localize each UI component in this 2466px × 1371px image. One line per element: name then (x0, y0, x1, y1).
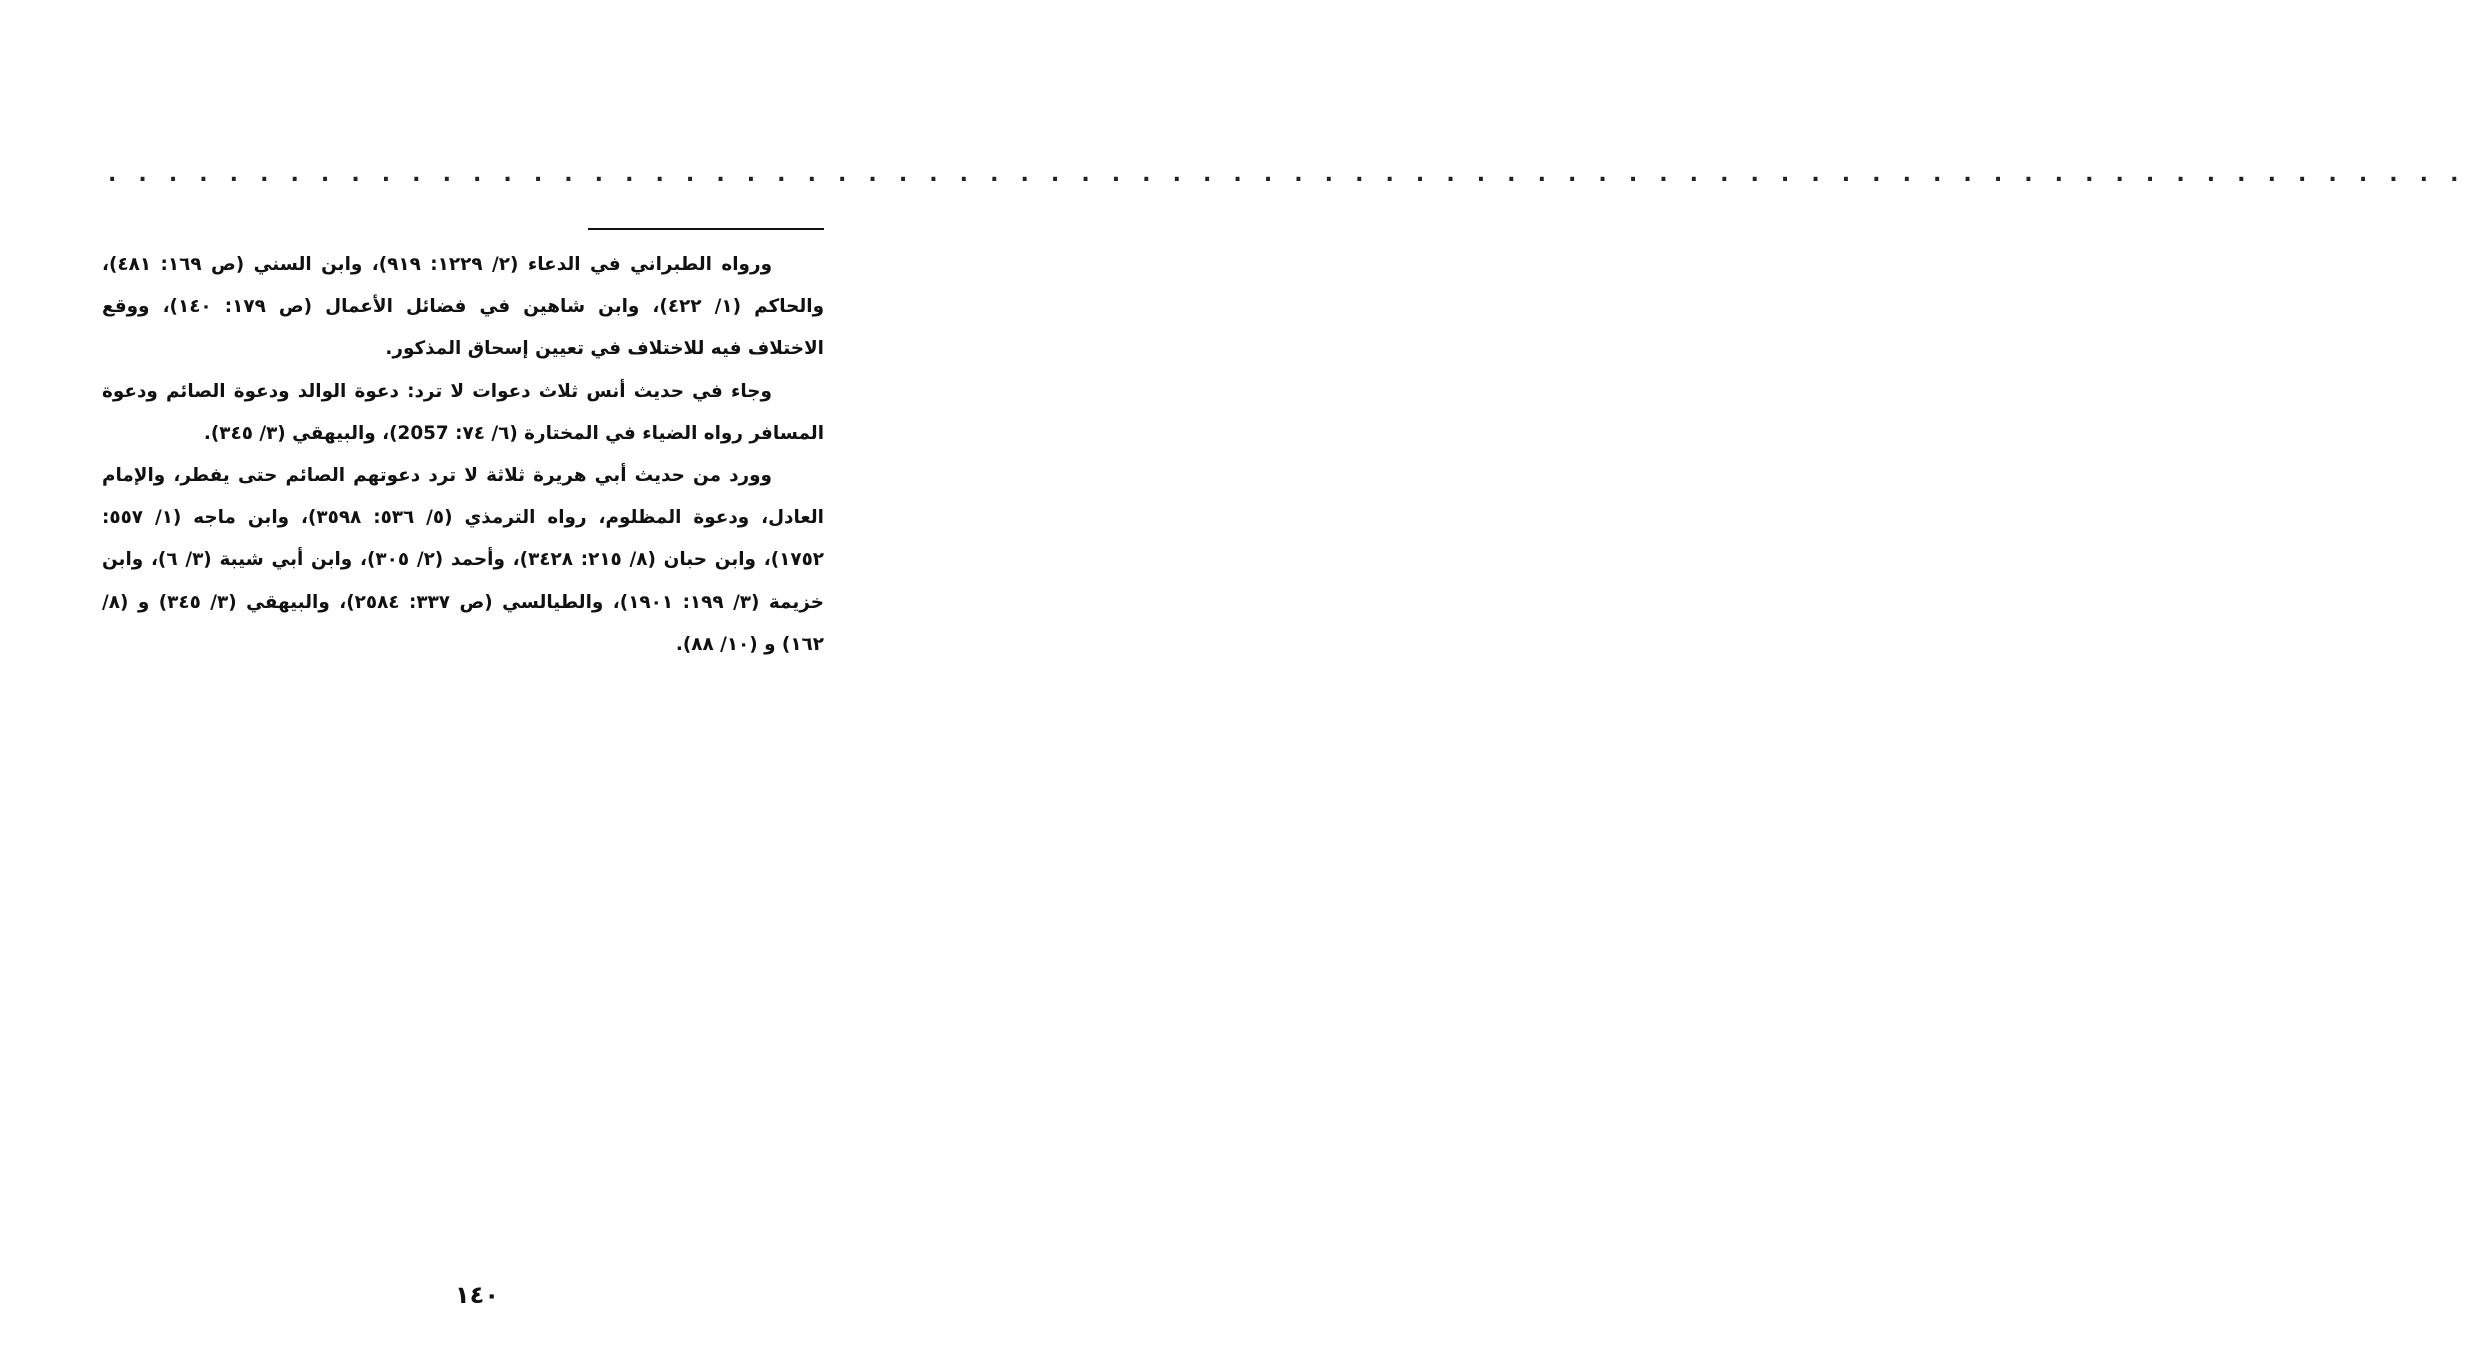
dotted-separator: . . . . . . . . . . . . . . . . . . . . . . . . . . . . . . . . . . . . . . . . . . . . . . . . . . . . . . . . . . . . . . . . . . . . . . . . . . . . . . (108, 162, 2466, 187)
footnote-rule (588, 228, 824, 230)
footnote-paragraph: وورد من حديث أبي هريرة ثلاثة لا ترد دعوتهم الصائم حتى يفطر، والإمام العادل، ودعوة المظلوم، رواه الترمذي (٥/ ٥٣٦: ٣٥٩٨)، وابن ماجه (١/ ٥٥٧: ١٧٥٢)، وابن حبان (٨/ ٢١٥: ٣٤٢٨)، وأحمد (٢/ ٣٠٥)، وابن أبي شيبة (٣/ ٦)، وابن خزيمة (٣/ ١٩٩: ١٩٠١)، والطيالسي (ص ٣٣٧: ٢٥٨٤)، والبيهقي (٣/ ٣٤٥) و (٨/ ١٦٢) و (١٠/ ٨٨). (102, 465, 825, 655)
footnote-paragraph: وجاء في حديث أنس ثلاث دعوات لا ترد: دعوة الوالد ودعوة الصائم ودعوة المسافر رواه الضياء في المختارة (٦/ ٧٤: 2057)، والبيهقي (٣/ ٣٤٥). (102, 380, 824, 444)
page-number: ١٤٠ (455, 1281, 499, 1309)
footnotes-section (102, 244, 824, 666)
footnote-paragraph: ورواه الطبراني في الدعاء (٢/ ١٢٢٩: ٩١٩)، وابن السني (ص ١٦٩: ٤٨١)، والحاكم (١/ ٤٢٢)، وابن شاهين في فضائل الأعمال (ص ١٧٩: ١٤٠)، ووقع الاختلاف فيه للاختلاف في تعيين إسحاق المذكور. (102, 254, 824, 360)
